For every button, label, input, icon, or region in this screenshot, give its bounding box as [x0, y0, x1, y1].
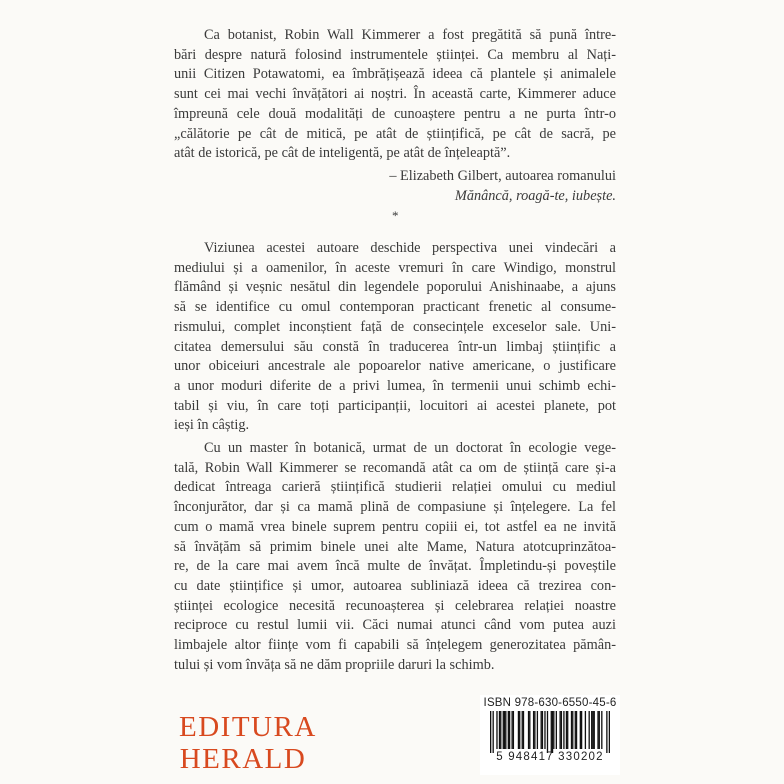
blurb-line: cu date științifice și umor, autoarea subliniază ideea că trezirea con-: [174, 577, 616, 594]
blurb-line: rismului, complet inconștient față de consecințele exceselor sale. Uni-: [174, 318, 616, 335]
section-separator: *: [392, 208, 399, 223]
blurb-line: științei ecologice necesită recunoașterea și celebrarea relației noastre: [174, 597, 616, 614]
blurb-line: dedicat întreaga carieră științifică studierii relației omului cu mediul: [174, 479, 616, 496]
barcode-bar: [513, 711, 514, 749]
blurb-line: mediului și a oamenilor, în aceste vremuri în care Windigo, monstrul: [174, 259, 616, 276]
blurb-line: reciproce cu restul lumii vii. Căci numai atunci când vom putea auzi: [174, 617, 616, 634]
barcode-bar: [599, 711, 600, 749]
blurb-line: să se identifice cu omul contemporan practicant frenetic al consume-: [174, 299, 616, 316]
blurb-line: Viziunea acestei autoare deschide perspectiva unei vindecări a: [204, 240, 616, 256]
barcode-bar: [580, 711, 581, 749]
isbn-label: ISBN 978-630-6550-45-6: [483, 697, 617, 709]
barcode-bar: [533, 711, 534, 749]
barcode-bar: [576, 711, 577, 749]
blurb-line: tabil și viu, în care toți participanții, locuitori ai acestei planete, pot: [174, 397, 616, 414]
barcode-bar: [522, 711, 523, 749]
blurb-line: citatea demersului său constă în traducerea într-un limbaj științific a: [174, 338, 616, 355]
barcode-bar: [518, 711, 519, 749]
blurb-line: tului și vom învăța să ne dăm propriile daruri la schimb.: [174, 656, 495, 673]
barcode-bar: [591, 711, 592, 749]
barcode-bar: [496, 711, 497, 749]
barcode-bar: [523, 711, 524, 749]
publisher-logo-line-2: HERALD: [179, 743, 307, 775]
barcode-bar: [609, 711, 610, 753]
barcode-bar: [589, 711, 590, 749]
quote-line: bări despre natură folosind instrumentele științei. Ca membru al Nați-: [174, 46, 616, 63]
blurb-line: re, de la care mai avem încă multe de învățat. Împletindu-și poveștile: [174, 558, 616, 575]
barcode-bar: [581, 711, 582, 749]
quote-line: atât de istorică, pe cât de inteligentă, pe atât de înțeleaptă”.: [174, 145, 511, 162]
barcode-bar: [559, 711, 560, 749]
barcode-bar: [544, 711, 545, 749]
blurb-line: cum o mamă vrea binele suprem pentru copiii ei, tot astfel ea ne invită: [174, 518, 616, 535]
barcode-bar: [511, 711, 512, 749]
publisher-logo-line-1: EDITURA: [179, 711, 317, 743]
blurb-paragraph-2: [174, 439, 616, 675]
blurb-line: flămând și veșnic nesătul din legendele poporului Anishinaabe, a ajuns: [174, 279, 616, 296]
barcode-bar: [509, 711, 510, 749]
barcode-bar: [537, 711, 538, 749]
barcode-bar: [592, 711, 593, 749]
barcode-graphic: [490, 711, 610, 753]
barcode-bar: [490, 711, 491, 753]
barcode-bar: [567, 711, 568, 749]
barcode-bar: [508, 711, 509, 749]
blurb-line: a unor moduri diferite de a privi lumea, în termenii unui schimb echi-: [174, 377, 616, 394]
barcode-bar: [594, 711, 595, 749]
quote-line: împreună cele două modalități de cunoaștere pentru a ne purta într-o: [174, 105, 616, 122]
barcode-bar: [585, 711, 586, 749]
quote-line: sunt cei mai vechi învățători ai noștri. În această carte, Kimmerer aduce: [174, 86, 616, 103]
blurb-text: [174, 239, 616, 675]
barcode-bar: [519, 711, 520, 749]
barcode-bar: [505, 711, 506, 749]
quote-line: unii Citizen Potawatomi, ea îmbrățișează ideea că plantele și animalele: [174, 66, 616, 83]
blurb-line: ieși în câștig.: [174, 417, 250, 434]
barcode-bar: [500, 711, 501, 749]
barcode-bar: [552, 711, 553, 753]
barcode-bar: [556, 711, 557, 749]
barcode-bar: [529, 711, 530, 749]
barcode-bar: [547, 711, 548, 753]
blurb-line: Cu un master în botanică, urmat de un doctorat în ecologie vege-: [204, 440, 616, 457]
barcode-bar: [561, 711, 562, 749]
quote-attribution: [316, 166, 616, 206]
barcode-bar: [541, 711, 542, 749]
quote-book-title: Mănâncă, roagă-te, iubește.: [454, 188, 616, 204]
blurb-line: limbajele altor ființe vom fi capabili să înțelegem generozitatea pămân-: [174, 637, 616, 654]
barcode-bar: [493, 711, 494, 753]
barcode-bar: [575, 711, 576, 749]
barcode-bar: [534, 711, 535, 749]
barcode-digits: 5 948417 330202: [496, 751, 604, 763]
barcode-bar: [542, 711, 543, 749]
barcode-bar: [563, 711, 564, 749]
blurb-line: înconjurător, dar și ca mamă plină de compasiune și înțelegere. La fel: [174, 499, 616, 516]
barcode-bar: [571, 711, 572, 749]
blurb-line: tală, Robin Wall Kimmerer se recomandă atât ca om de știință care și-a: [174, 459, 616, 476]
quote-paragraph: [174, 26, 616, 164]
barcode-bar: [551, 711, 552, 753]
barcode-bar: [606, 711, 607, 753]
barcode-bar: [528, 711, 529, 749]
isbn-barcode-block: [480, 695, 620, 775]
barcode-bar: [503, 711, 504, 749]
barcode-bar: [553, 711, 554, 749]
barcode-bar: [597, 711, 598, 749]
blurb-line: să învățăm să primim binele unei alte Mame, Natura atotcuprinzătoa-: [174, 538, 616, 555]
publisher-logo: [179, 711, 317, 775]
endorsement-quote: [174, 26, 616, 164]
barcode-bar: [572, 711, 573, 749]
barcode-bar: [601, 711, 602, 749]
quote-line: Ca botanist, Robin Wall Kimmerer a fost pregătită să pună între-: [204, 27, 616, 43]
quote-author: – Elizabeth Gilbert, autoarea romanului: [389, 168, 616, 184]
barcode-bar: [504, 711, 505, 749]
quote-line: „călătorie pe cât de mitică, pe atât de științifică, pe cât de sacră, pe: [174, 125, 616, 142]
blurb-paragraph-1: [174, 239, 616, 436]
blurb-line: unor obiceiuri ancestrale ale popoarelor native americane, o justificare: [174, 358, 616, 375]
barcode-bar: [566, 711, 567, 749]
barcode-bar: [499, 711, 500, 749]
